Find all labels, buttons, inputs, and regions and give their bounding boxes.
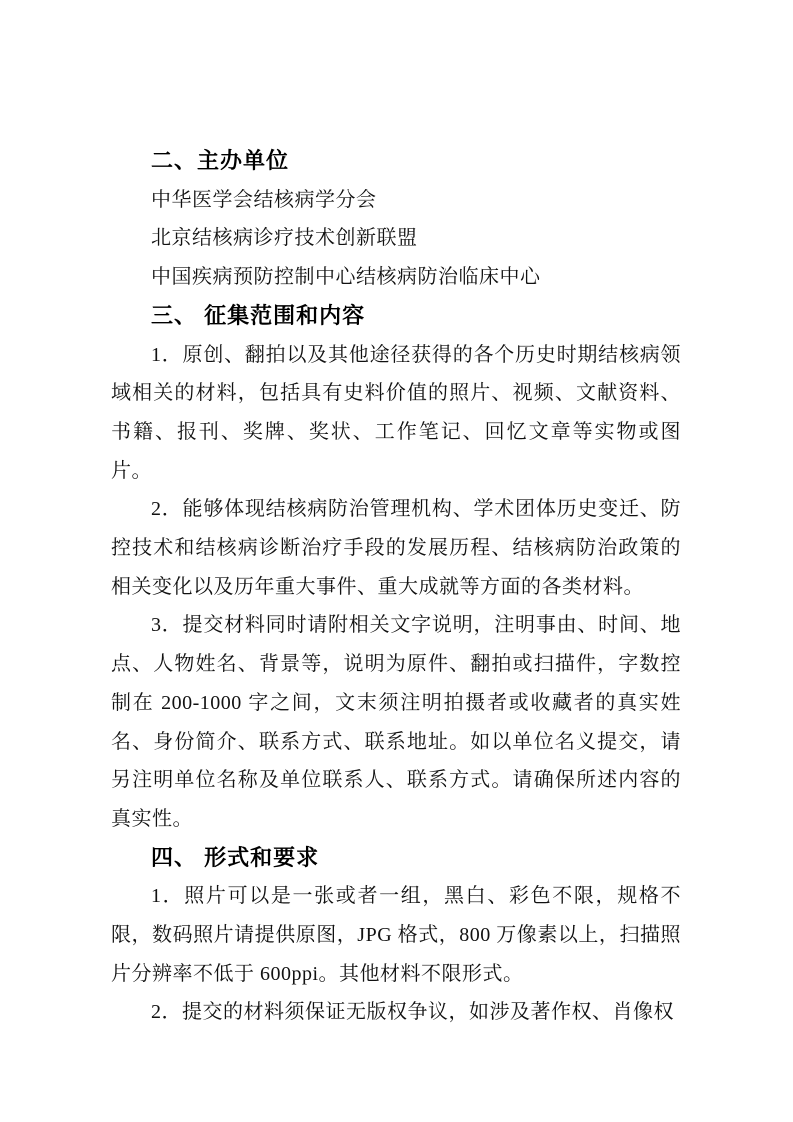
section-heading: 四、 形式和要求 — [151, 844, 320, 870]
document-content — [111, 142, 681, 1032]
body-paragraph: 2．提交的材料须保证无版权争议，如涉及著作权、肖像权 — [151, 1001, 674, 1024]
body-paragraph: 2．能够体现结核病防治管理机构、学术团体历史变迁、防控技术和结核病诊断治疗手段的发展历程、结核病防治政策的相关变化以及历年重大事件、重大成就等方面的各类材料。 — [111, 498, 681, 598]
organizer-line: 中华医学会结核病学分会 — [151, 188, 377, 211]
organizer-line: 中国疾病预防控制中心结核病防治临床中心 — [151, 266, 541, 289]
body-paragraph: 1．照片可以是一张或者一组，黑白、彩色不限，规格不限，数码照片请提供原图，JPG 格式，800 万像素以上，扫描照片分辨率不低于 600ppi。其他材料不限形式。 — [111, 885, 681, 985]
body-paragraph: 1．原创、翻拍以及其他途径获得的各个历史时期结核病领域相关的材料，包括具有史料价值的照片、视频、文献资料、书籍、报刊、奖牌、奖状、工作笔记、回忆文章等实物或图片。 — [111, 343, 681, 482]
body-paragraph: 3．提交材料同时请附相关文字说明，注明事由、时间、地点、人物姓名、背景等，说明为原件、翻拍或扫描件，字数控制在 200-1000 字之间，文末须注明拍摄者或收藏者的真实姓名、身份简介、联系方式、联系地址。如以单位名义提交，请另注明单位名称及单位联系人、联系方式。请确保所述内容的真实性。 — [111, 614, 681, 830]
section-heading: 二、主办单位 — [151, 148, 290, 173]
organizer-line: 北京结核病诊疗技术创新联盟 — [151, 227, 418, 250]
section-heading: 三、 征集范围和内容 — [151, 302, 366, 328]
